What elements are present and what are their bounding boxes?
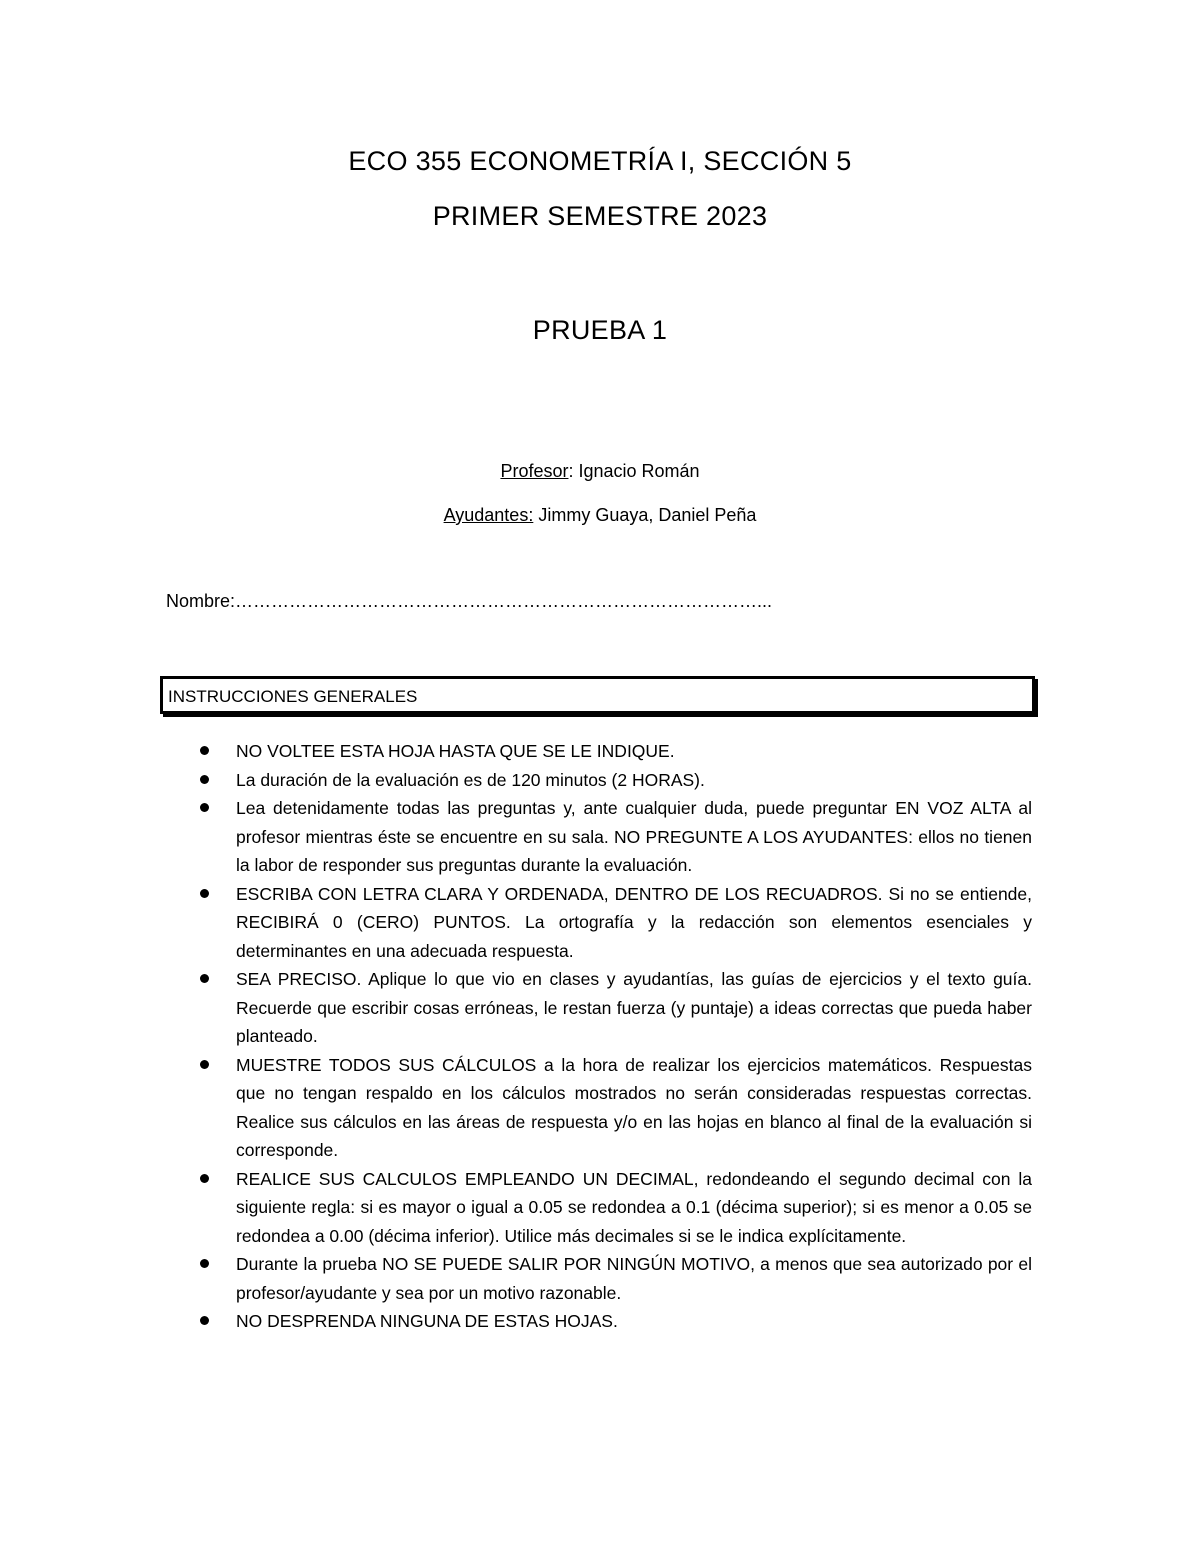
bullet-icon (200, 1316, 209, 1325)
list-item (198, 880, 1032, 966)
bullet-icon (200, 1259, 209, 1268)
professor-separator: : (568, 461, 579, 481)
professor-name: Ignacio Román (578, 461, 700, 481)
semester-title: PRIMER SEMESTRE 2023 (432, 201, 768, 231)
list-item (198, 794, 1032, 880)
bullet-icon (200, 803, 209, 812)
list-item-text: REALICE SUS CALCULOS EMPLEANDO UN DECIMAL, redondeando el segundo decimal con la siguiente regla: si es mayor o igual a 0.05 se redondea a 0.1 (décima superior); si es menor a 0.05 se redondea a 0.00 (décima inferior). Utilice más decimales si se le indica explícitamente. (236, 1168, 1032, 1246)
bullet-icon (200, 1174, 209, 1183)
instructions-heading-box (160, 676, 1035, 714)
list-item-text: Lea detenidamente todas las preguntas y, ante cualquier duda, puede preguntar EN VOZ ALTA al profesor mientras éste se encuentre en su sala. NO PREGUNTE A LOS AYUDANTES: ellos no tienen la labor de responder sus preguntas durante la evaluación. (236, 798, 1032, 875)
list-item (198, 1051, 1032, 1165)
list-item-text: Durante la prueba NO SE PUEDE SALIR POR NINGÚN MOTIVO, a menos que sea autorizado por el profesor/ayudante y sea por un motivo razonable. (236, 1254, 1032, 1303)
list-item (198, 1250, 1032, 1307)
list-item (198, 1307, 1032, 1336)
course-title: ECO 355 ECONOMETRÍA I, SECCIÓN 5 (348, 146, 852, 176)
bullet-icon (200, 974, 209, 983)
bullet-icon (200, 775, 209, 784)
list-item-text: ESCRIBA CON LETRA CLARA Y ORDENADA, DENTRO DE LOS RECUADROS. Si no se entiende, RECIBIRÁ 0 (CERO) PUNTOS. La ortografía y la redacción son elementos esenciales y determinantes en una adecuada respuesta. (236, 883, 1032, 961)
list-item (198, 737, 1032, 766)
exam-title: PRUEBA 1 (532, 315, 668, 345)
list-item-text: SEA PRECISO. Aplique lo que vio en clases y ayudantías, las guías de ejercicios y el texto guía. Recuerde que escribir cosas erróneas, le restan fuerza (y puntaje) a ideas correctas que pueda haber planteado. (236, 969, 1032, 1046)
assistants-line (0, 505, 1200, 526)
professor-line (0, 461, 1200, 482)
assistants-names: Jimmy Guaya, Daniel Peña (533, 505, 757, 525)
list-item-text: NO DESPRENDA NINGUNA DE ESTAS HOJAS. (236, 1311, 618, 1331)
professor-label: Profesor (500, 461, 569, 481)
instructions-list (198, 737, 1032, 1336)
bullet-icon (200, 1060, 209, 1069)
list-item-text: NO VOLTEE ESTA HOJA HASTA QUE SE LE INDIQUE. (236, 741, 675, 761)
student-name-line: Nombre:……………………………………………………………………………... (166, 591, 773, 611)
list-item-text: La duración de la evaluación es de 120 minutos (2 HORAS). (236, 769, 705, 790)
instructions-heading: INSTRUCCIONES GENERALES (168, 687, 418, 706)
bullet-icon (200, 746, 209, 755)
list-item (198, 965, 1032, 1051)
bullet-icon (200, 889, 209, 898)
list-item (198, 1165, 1032, 1251)
list-item (198, 766, 1032, 795)
list-item-text: MUESTRE TODOS SUS CÁLCULOS a la hora de realizar los ejercicios matemáticos. Respuestas que no tengan respaldo en los cálculos mostrados no serán consideradas respuestas correctas. Realice sus cálculos en las áreas de respuesta y/o en las hojas en blanco al final de la evaluación si corresponde. (236, 1054, 1032, 1160)
assistants-label: Ayudantes: (443, 505, 534, 525)
